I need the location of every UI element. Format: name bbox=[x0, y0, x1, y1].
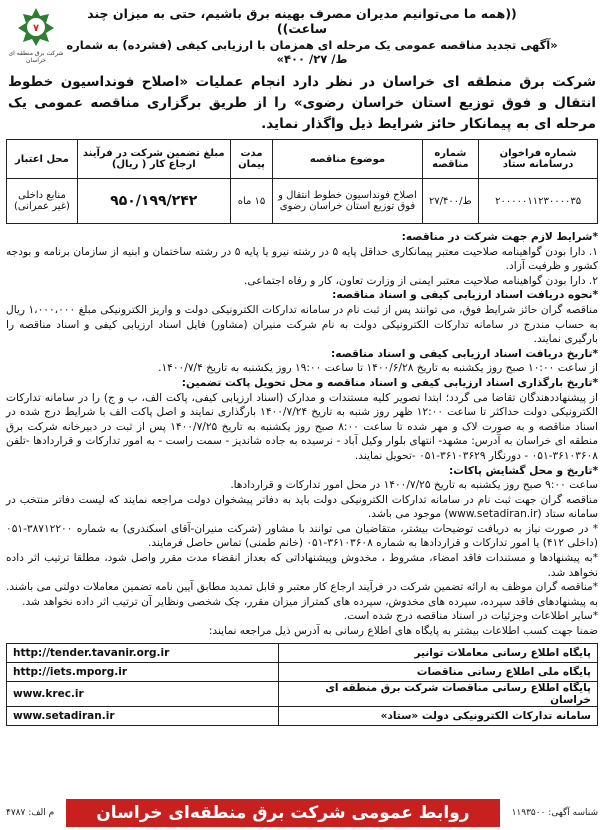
logo-emblem-icon bbox=[14, 6, 58, 46]
public-relations-band: روابط عمومی شرکت برق منطقه‌ای خراسان bbox=[66, 799, 499, 827]
table-header-row bbox=[7, 140, 598, 179]
section-title: *تاریخ دریافت اسناد ارزیابی کیفی و اسناد مناقصه: bbox=[330, 347, 598, 360]
table-cell: اصلاح فونداسیون خطوط انتقال و فوق توزیع استان خراسان رضوی bbox=[273, 179, 422, 224]
paragraph: از پیشنهاددهندگان تقاضا می گردد؛ ابتدا تصویر کلیه مستندات و مدارک (اسناد ارزیابی کیفی، پاکت الف، ب و ج) را در سامانه تدارکات الکترونیکی دولت حداکثر تا ساعت ۱۲:۰۰ ظهر روز شنبه به تاریخ ۱۴۰۰/۷/۲۴ بارگذاری نمایند و اصل پاکت الف با شرایط درج شده در اسناد مناقصه و به صورت لاک و مهر شده تا ساعت ۸:۰۰ صبح روز یکشنبه به تاریخ ۱۴۰۰/۷/۲۵ پس از ثبت در دبیرخانه شرکت برق منطقه ای خراسان به آدرس: مشهد- انتهای بلوار وکیل آباد - نرسیده به جاده شاندیز - سمت راست - به امور تدارکات و قراردادها -تلفن ۳۶۱۰۳۶۰۸-۰۵۱ - دورنگار ۳۶۱۰۳۶۲۹-۰۵۱ -تحویل نمایند. bbox=[6, 391, 598, 462]
ad-body bbox=[6, 230, 598, 639]
paragraph: مناقصه گران حائز شرایط فوق، می توانند پس از ثبت نام در سامانه تدارکات الکترونیکی دولت و واریز الکترونیکی مبلغ ۱،۰۰۰،۰۰۰ ریال به حساب مندرج در سامانه تدارکات الکترونیکی دولت به نام شرکت منیران (مشاور) فایل اسناد ارزیابی کیفی و اسناد مناقصه را بارگیری نمایند. bbox=[6, 303, 598, 346]
paragraph: * در صورت نیاز به دریافت توضیحات بیشتر، متقاضیان می توانند با مشاور (شرکت منیران-آقای اسکندری) به شماره ۳۸۷۱۲۲۰۰-۰۵۱ (داخلی ۴۱۲) یا امور تدارکات و قراردادها به شماره ۳۶۱۰۳۶۰۸-۰۵۱ (خانم طمنی) تماس حاصل فرمایند. bbox=[6, 522, 598, 550]
link-label: سامانه تدارکات الکترونیکی دولت «ستاد» bbox=[278, 706, 597, 725]
ad-id-label: شناسه آگهی: ۱۱۹۳۵۰۰ bbox=[511, 808, 598, 818]
paragraph: ساعت ۹:۰۰ صبح روز یکشنبه به تاریخ ۱۴۰۰/۷/۲۵ در محل امور تدارکات و قراردادها. bbox=[230, 479, 598, 492]
table-header: شماره مناقصه bbox=[422, 140, 479, 179]
table-header: مبلغ تضمین شرکت در فرآیند ارجاع کار ( ریال) bbox=[77, 140, 230, 179]
logo-text: شرکت برق منطقه ای خراسان bbox=[8, 50, 64, 64]
paragraph: ضمنا جهت کسب اطلاعات بیشتر به پایگاه های اطلاع رسانی به آدرس ذیل مراجعه نمایند: bbox=[208, 625, 598, 638]
table-header: شماره فراخوان درسامانه ستاد bbox=[479, 140, 598, 179]
table-header: محل اعتبار bbox=[7, 140, 78, 179]
section-title: *تاریخ بارگذاری اسناد ارزیابی کیفی و اسناد مناقصه و محل تحویل پاکت تضمین: bbox=[181, 376, 598, 389]
table-row bbox=[7, 179, 598, 224]
link-label: پایگاه ملی اطلاع رسانی مناقصات bbox=[278, 662, 597, 681]
paragraph: ۲. دارا بودن گواهینامه صلاحیت معتبر ایمنی از وزارت تعاون، کار و رفاه اجتماعی. bbox=[244, 274, 598, 287]
footer bbox=[6, 798, 598, 828]
table-cell: ۲۰۰۰۰۰۱۱۲۳۰۰۰۰۳۵ bbox=[479, 179, 598, 224]
links-table bbox=[6, 643, 598, 726]
section-title: *تاریخ و محل گشایش پاکات: bbox=[448, 464, 598, 477]
link-url[interactable]: http://tender.tavanir.org.ir bbox=[7, 643, 279, 662]
link-url[interactable]: http://iets.mporg.ir bbox=[7, 662, 279, 681]
link-url[interactable]: www.krec.ir bbox=[7, 681, 279, 706]
ad-title: «آگهی تجدید مناقصه عمومی یک مرحله ای همزمان با ارزیابی کیفی (فشرده) به شماره ط/ ۲۷/ ۴۰۰» bbox=[66, 38, 558, 66]
table-cell: ۹۵۰/۱۹۹/۲۴۲ bbox=[77, 179, 230, 224]
link-url[interactable]: www.setadiran.ir bbox=[7, 706, 279, 725]
paragraph: ۱. دارا بودن گواهینامه صلاحیت معتبر پیمانکاری حداقل پایه ۵ در رشته نیرو یا پایه ۵ در رشته ساختمان و ابنیه از سازمان برنامه و بودجه کشور و ظرفیت آزاد. bbox=[6, 245, 598, 273]
link-row bbox=[7, 706, 598, 725]
paragraph: *سایر اطلاعات وجزئیات در اسناد مناقصه درج شده است. bbox=[343, 610, 598, 623]
section-title: *شرایط لازم جهت شرکت در مناقصه: bbox=[401, 231, 598, 243]
paragraph: از ساعت ۱۰:۰۰ صبح روز یکشنبه به تاریخ ۱۴۰۰/۶/۲۸ تا ساعت ۱۹:۰۰ روز یکشنبه به تاریخ ۱۴۰۰/۷/۴. bbox=[158, 362, 598, 375]
svg-text:۷: ۷ bbox=[32, 23, 40, 34]
paragraph: *مناقصه گران موظف به ارائه تضمین شرکت در فرآیند ارجاع کار معتبر و قابل تمدید مطابق آیین نامه تضمین معاملات دولتی می باشند. به پیشنهادهای فاقد سپرده، سپرده های مخدوش، سپرده های کمتراز میزان مقرر، چک شخصی ونظایر آن ترتیب اثر داده نخواهد شد. bbox=[6, 581, 598, 608]
slogan: ((همه ما می‌توانیم مدیران مصرف بهینه برق باشیم، حتی به میزان چند ساعت)) bbox=[87, 6, 517, 36]
table-cell: منابع داخلی (غیر عمرانی) bbox=[7, 179, 78, 224]
table-header: موضوع مناقصه bbox=[273, 140, 422, 179]
link-row bbox=[7, 681, 598, 706]
table-header: مدت پیمان bbox=[230, 140, 273, 179]
company-logo bbox=[6, 4, 66, 70]
paragraph: مناقصه گران جهت ثبت نام در سامانه تدارکات الکترونیکی دولت باید به دفاتر پیشخوان دولت مراجعه نمایند که لیست دفاتر منتخب در سامانه ستاد (www.setadiran.ir) موجود می باشد. bbox=[6, 493, 598, 521]
link-row bbox=[7, 662, 598, 681]
link-label: پایگاه اطلاع رسانی معاملات توانیر bbox=[278, 643, 597, 662]
paragraph: *به پیشنهادها و مستندات فاقد امضاء، مشروط ، مخدوش وپیشنهاداتی که بعداز انقضاء مدت مقرر واصل شود، مطلقا ترتیب اثر داده نخواهد شد. bbox=[6, 552, 598, 579]
link-row bbox=[7, 643, 598, 662]
table-cell: ۱۵ ماه bbox=[230, 179, 273, 224]
section-title: *نحوه دریافت اسناد ارزیابی کیفی و اسناد مناقصه: bbox=[332, 289, 598, 302]
lead-paragraph: شرکت برق منطقه ای خراسان در نظر دارد انجام عملیات «اصلاح فونداسیون خطوط انتقال و فوق توزیع استان خراسان رضوی» را از طریق برگزاری مناقصه عمومی یک مرحله ای به پیمانکار حائز شرایط ذیل واگذار نماید. bbox=[8, 74, 596, 132]
tender-info-table bbox=[6, 139, 598, 224]
link-label: پایگاه اطلاع رسانی مناقصات شرکت برق منطقه ای خراسان bbox=[278, 681, 597, 706]
ad-code-label: م الف: ۴۷۸۷ bbox=[6, 808, 55, 818]
table-cell: ط/۲۷/۴۰۰ bbox=[422, 179, 479, 224]
